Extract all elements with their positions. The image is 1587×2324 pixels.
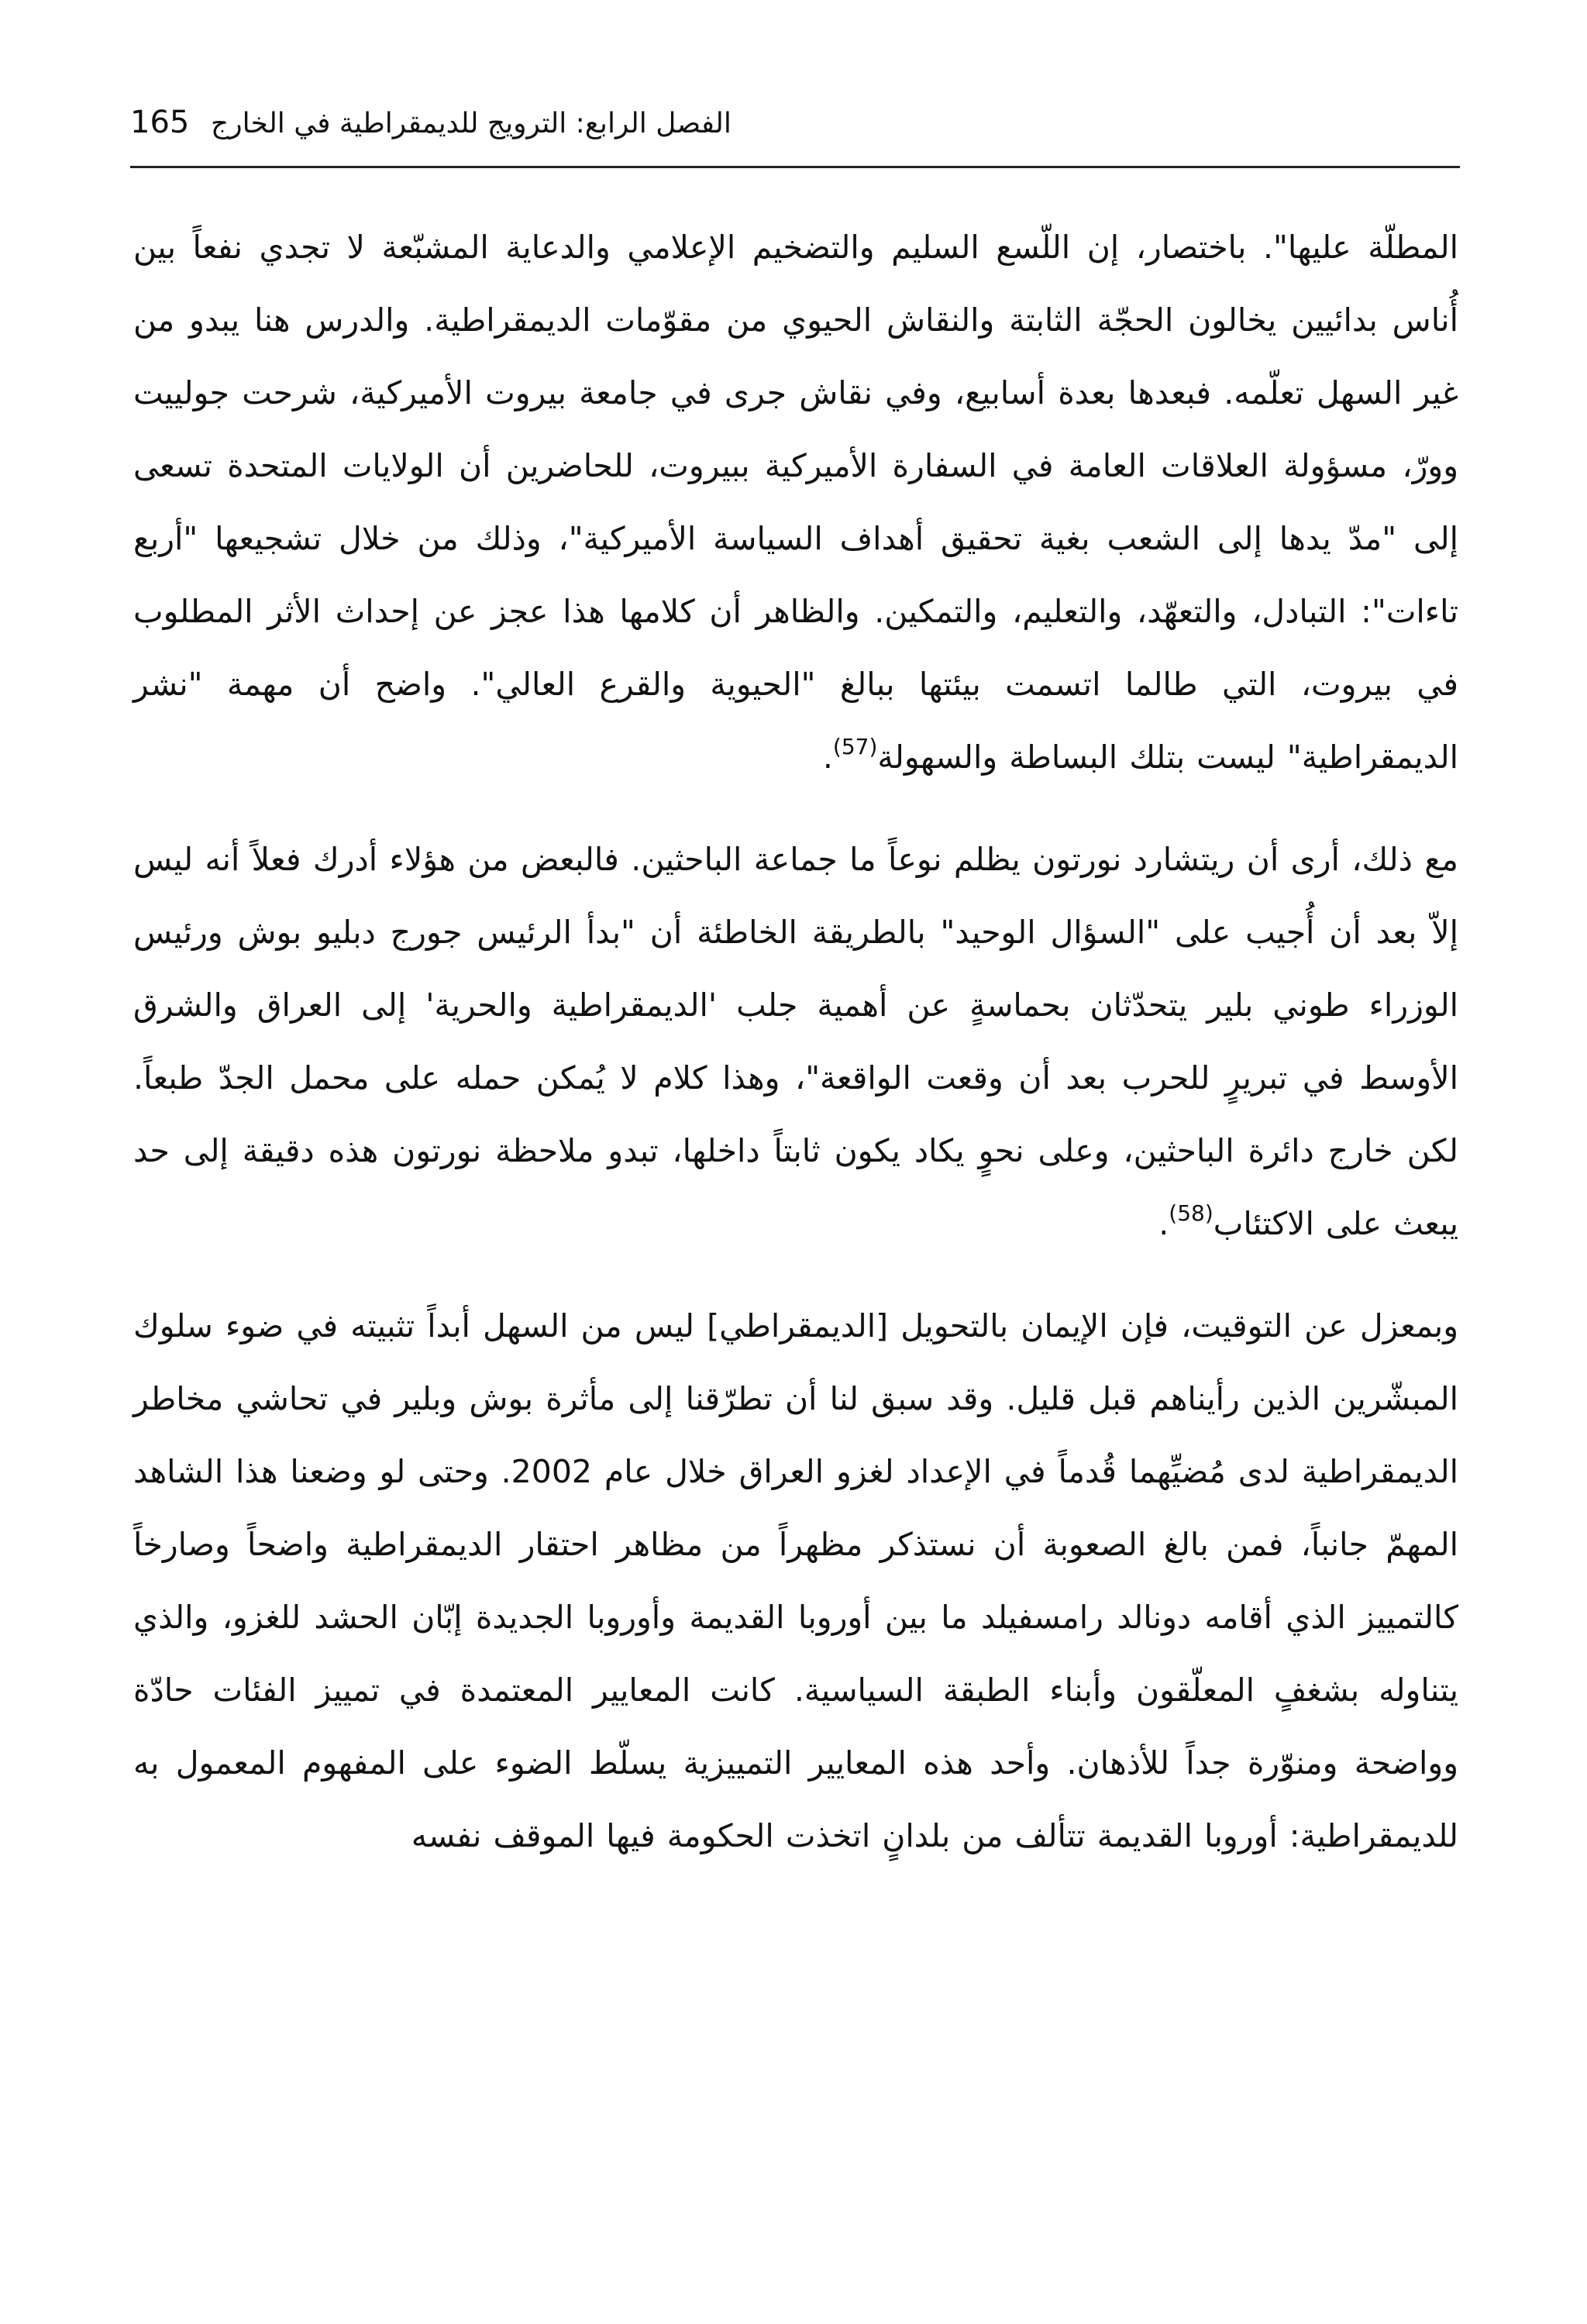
paragraph-3 [133,1289,1458,1872]
chapter-title: الفصل الرابع: الترويج للديمقراطية في الخارج [211,108,732,139]
paragraph-2-end: . [1158,1205,1169,1242]
footnote-ref-57[interactable]: (57) [832,734,878,759]
body-text [133,211,1458,1872]
paragraph-2-text: مع ذلك، أرى أن ريتشارد نورتون يظلم نوعاً ما جماعة الباحثين. فالبعض من هؤلاء أدرك فعلاً أنه ليس إلاّ بعد أن أُجيب على "السؤال الوحيد" بالطريقة الخاطئة أن "بدأ الرئيس جورج دبليو بوش ورئيس الوزراء طوني بلير يتحدّثان بحماسةٍ عن أهمية جلب 'الديمقراطية والحرية' إلى العراق والشرق الأوسط في تبريرٍ للحرب بعد أن وقعت الواقعة"، وهذا كلام لا يُمكن حمله على محمل الجدّ طبعاً. لكن خارج دائرة الباحثين، وعلى نحوٍ يكاد يكون ثابتاً داخلها، تبدو ملاحظة نورتون هذه دقيقة إلى حد يبعث على الاكتئاب [133,841,1458,1242]
paragraph-3-text: وبمعزل عن التوقيت، فإن الإيمان بالتحويل [الديمقراطي] ليس من السهل أبداً تثبيته في ضوء سلوك المبشّرين الذين رأيناهم قبل قليل. وقد سبق لنا أن تطرّقنا إلى مأثرة بوش وبلير في تحاشي مخاطر الديمقراطية لدى مُضيِّهما قُدماً في الإعداد لغزو العراق خلال عام 2002. وحتى لو وضعنا هذا الشاهد المهمّ جانباً، فمن بالغ الصعوبة أن نستذكر مظهراً من مظاهر احتقار الديمقراطية واضحاً وصارخاً كالتمييز الذي أقامه دونالد رامسفيلد ما بين أوروبا القديمة وأوروبا الجديدة إبّان الحشد للغزو، والذي يتناوله بشغفٍ المعلّقون وأبناء الطبقة السياسية. كانت المعايير المعتمدة في تمييز الفئات حادّة وواضحة ومنوّرة جداً للأذهان. وأحد هذه المعايير التمييزية يسلّط الضوء على المفهوم المعمول به للديمقراطية: أوروبا القديمة تتألف من بلدانٍ اتخذت الحكومة فيها الموقف نفسه [133,1307,1458,1854]
footnote-ref-58[interactable]: (58) [1169,1200,1213,1226]
paragraph-2 [133,823,1458,1260]
paragraph-1-text: المطلّة عليها". باختصار، إن اللّسع السليم والتضخيم الإعلامي والدعاية المشبّعة لا تجدي نفعاً بين أُناس بدائيين يخالون الحجّة الثابتة والنقاش الحيوي من مقوّمات الديمقراطية. والدرس هنا يبدو من غير السهل تعلّمه. فبعدها بعدة أسابيع، وفي نقاش جرى في جامعة بيروت الأميركية، شرحت جولييت وورّ، مسؤولة العلاقات العامة في السفارة الأميركية ببيروت، للحاضرين أن الولايات المتحدة تسعى إلى "مدّ يدها إلى الشعب بغية تحقيق أهداف السياسة الأميركية"، وذلك من خلال تشجيعها "أربع تاءات": التبادل، والتعهّد، والتعليم، والتمكين. والظاهر أن كلامها هذا عجز عن إحداث الأثر المطلوب في بيروت، التي طالما اتسمت بيئتها ببالغ "الحيوية والقرع العالي". واضح أن مهمة "نشر الديمقراطية" ليست بتلك البساطة والسهولة [133,229,1458,776]
header-divider [130,166,1460,168]
page-number: 165 [130,105,190,140]
running-header [130,102,1457,152]
paragraph-1-end: . [822,739,833,776]
paragraph-1 [133,211,1458,794]
